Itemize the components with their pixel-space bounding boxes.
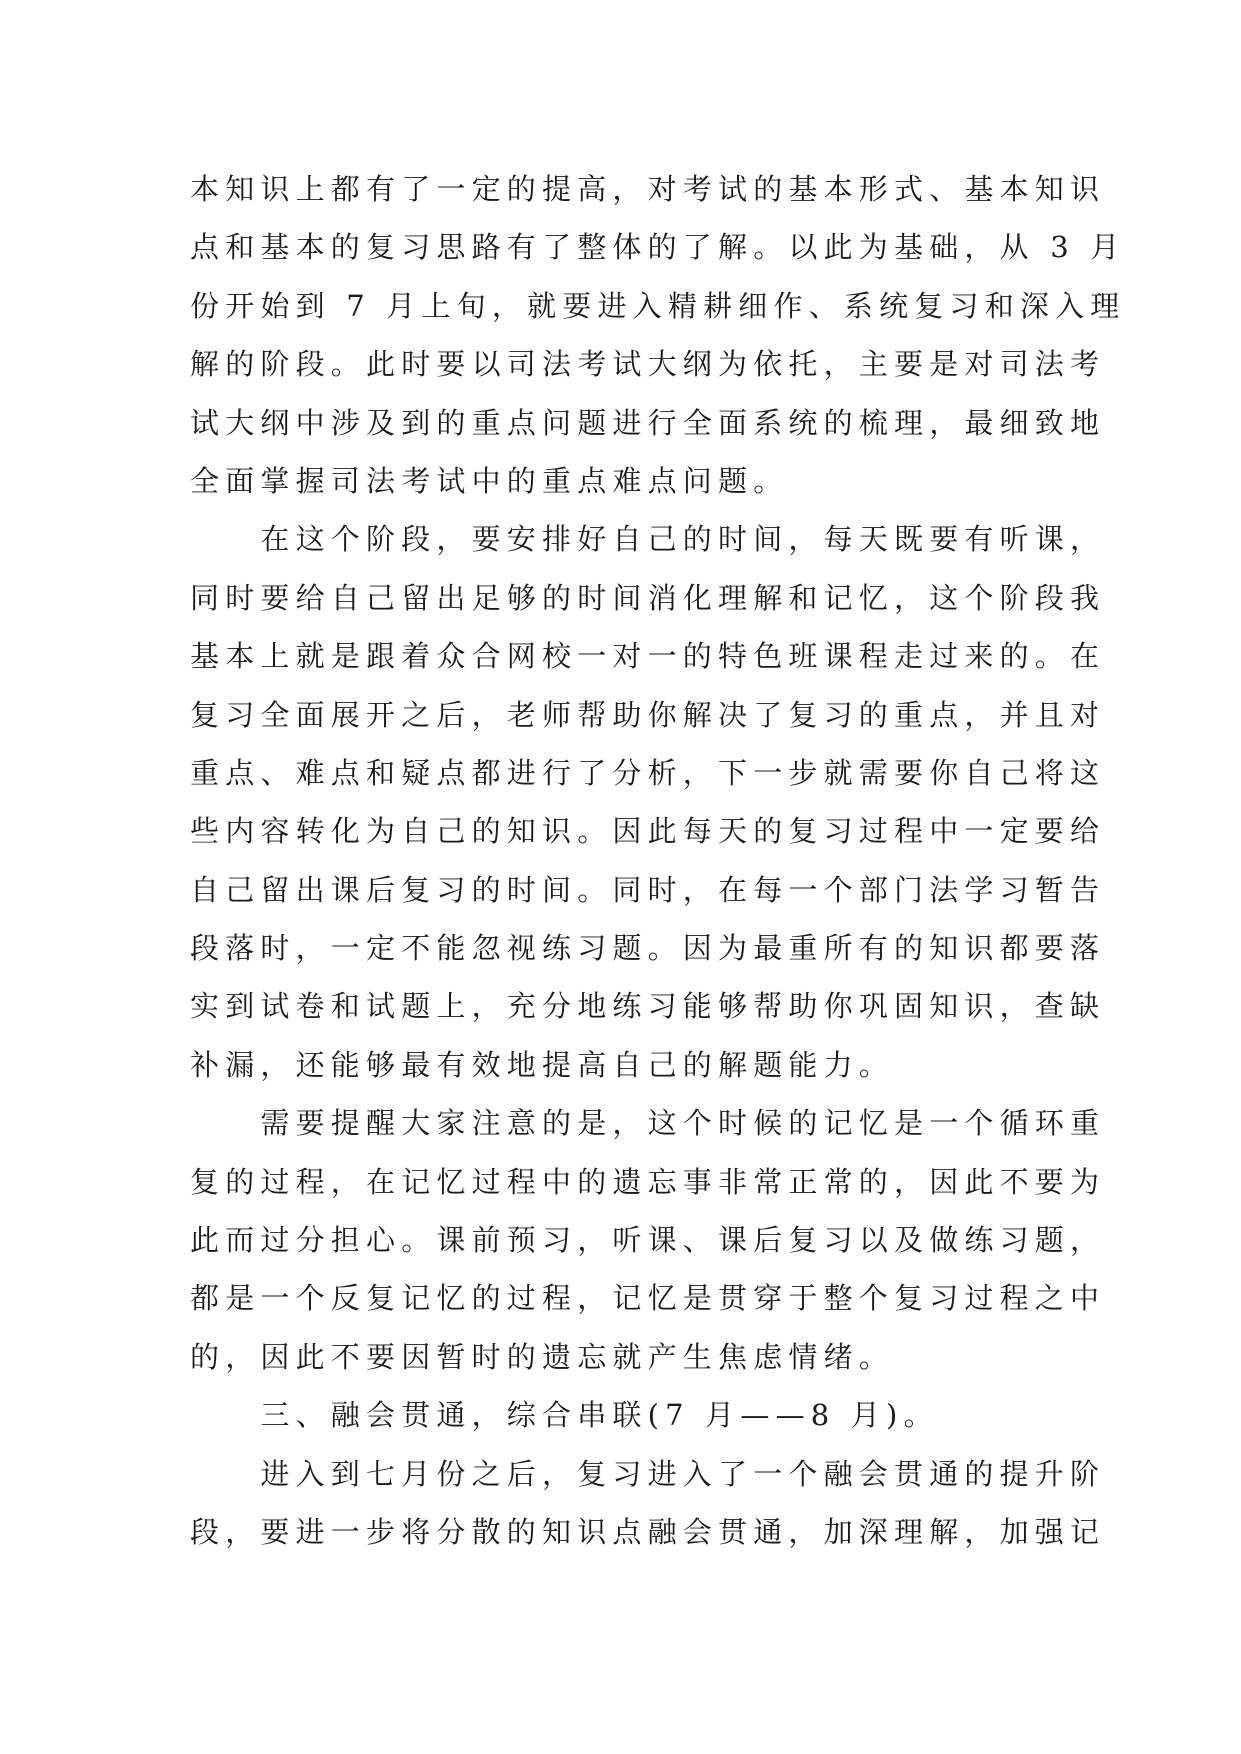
text-line: 进入到七月份之后，复习进入了一个融会贯通的提升阶 [190,1456,1106,1491]
text-line: 解的阶段。此时要以司法考试大纲为依托，主要是对司法考 [190,347,1106,382]
text-line: 全面掌握司法考试中的重点难点问题。 [190,463,789,498]
text-line: 段，要进一步将分散的知识点融会贯通，加深理解，加强记 [190,1514,1106,1549]
text-line: 段落时，一定不能忽视练习题。因为最重所有的知识都要落 [190,931,1106,966]
text-line: 点和基本的复习思路有了整体的了解。以此为基础，从 3 月 [190,230,1126,265]
body-text [190,160,1126,1561]
text-line: 需要提醒大家注意的是，这个时候的记忆是一个循环重 [190,1106,1106,1141]
text-line: 基本上就是跟着众合网校一对一的特色班课程走过来的。在 [190,639,1106,674]
text-line: 重点、难点和疑点都进行了分析，下一步就需要你自己将这 [190,755,1106,790]
text-line: 份开始到 7 月上旬，就要进入精耕细作、系统复习和深入理 [190,288,1126,323]
text-line: 复习全面展开之后，老师帮助你解决了复习的重点，并且对 [190,697,1106,732]
text-line: 复的过程，在记忆过程中的遗忘事非常正常的，因此不要为 [190,1164,1106,1199]
text-line: 同时要给自己留出足够的时间消化理解和记忆，这个阶段我 [190,580,1106,615]
text-line: 本知识上都有了一定的提高，对考试的基本形式、基本知识 [190,172,1106,206]
text-line: 实到试卷和试题上，充分地练习能够帮助你巩固知识，查缺 [190,989,1106,1024]
text-line: 在这个阶段，要安排好自己的时间，每天既要有听课， [190,522,1106,557]
text-line: 试大纲中涉及到的重点问题进行全面系统的梳理，最细致地 [190,405,1106,440]
text-line: 补漏，还能够最有效地提高自己的解题能力。 [190,1047,895,1082]
text-line: 此而过分担心。课前预习，听课、课后复习以及做练习题， [190,1223,1106,1258]
text-line: 都是一个反复记忆的过程，记忆是贯穿于整个复习过程之中 [190,1281,1106,1316]
section-heading: 三、融会贯通，综合串联(7 月——8 月)。 [190,1398,939,1433]
text-line: 些内容转化为自己的知识。因此每天的复习过程中一定要给 [190,814,1106,849]
text-line: 自己留出课后复习的时间。同时，在每一个部门法学习暂告 [190,872,1106,907]
text-line: 的，因此不要因暂时的遗忘就产生焦虑情绪。 [190,1339,895,1374]
